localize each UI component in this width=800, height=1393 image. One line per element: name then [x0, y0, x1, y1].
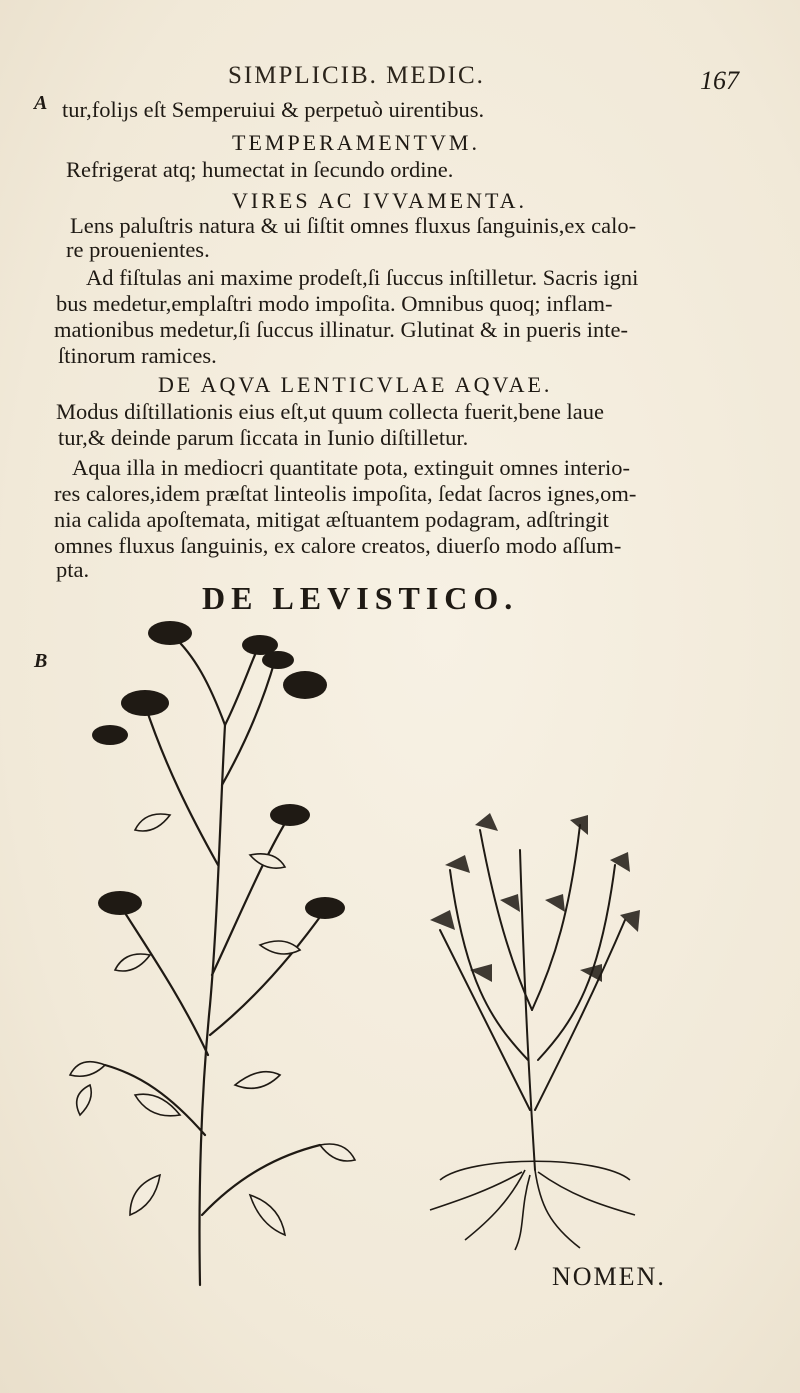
catchword: NOMEN. [552, 1262, 666, 1291]
text-line: mationibus medetur,ſi ſuccus illinatur. Glutinat & in pueris inte- [54, 317, 629, 342]
margin-mark-a: A [34, 92, 48, 114]
running-head: SIMPLICIB. MEDIC. [228, 62, 485, 89]
heading-vires: VIRES AC IVVAMENTA. [232, 188, 528, 213]
text-line: nia calida apoſtemata, mitigat æſtuantem podagram, adſtringit [54, 507, 609, 532]
text-line: omnes fluxus ſanguinis, ex calore creatos, diuerſo modo aſſum- [54, 533, 622, 558]
text-line: Lens paluſtris natura & ui ſiſtit omnes fluxus ſanguinis,ex calo- [70, 213, 637, 238]
text-line: Aqua illa in mediocri quantitate pota, extinguit omnes interio- [72, 455, 630, 480]
heading-temperamentum: TEMPERAMENTVM. [232, 130, 480, 155]
folio-number: 167 [700, 66, 739, 95]
text-line: bus medetur,emplaſtri modo impoſita. Omnibus quoq; inflam- [56, 291, 613, 316]
text-line: re prouenientes. [66, 237, 210, 262]
margin-mark-b: B [34, 650, 48, 672]
lovage-flowering-woodcut [50, 615, 380, 1290]
heading-levistico: DE LEVISTICO. [202, 580, 519, 616]
heading-aqua: DE AQVA LENTICVLAE AQVAE. [158, 372, 553, 397]
text-line: tur,foliȷs eſt Semperuiui & perpetuò uirentibus. [62, 97, 485, 122]
text-line: res calores,idem præſtat linteolis impoſita, ſedat ſacros ignes,om- [54, 481, 637, 506]
text-line: ſtinorum ramices. [58, 343, 217, 368]
text-line: pta. [56, 557, 90, 582]
lovage-young-woodcut [410, 810, 660, 1255]
text-line: Refrigerat atq; humectat in ſecundo ordine. [66, 157, 454, 182]
text-line: Modus diſtillationis eius eſt,ut quum collecta fuerit,bene laue [56, 399, 604, 424]
text-line: tur,& deinde parum ſiccata in Iunio diſtilletur. [58, 425, 469, 450]
text-line: Ad fiſtulas ani maxime prodeſt,ſi ſuccus inſtilletur. Sacris igni [86, 265, 639, 290]
